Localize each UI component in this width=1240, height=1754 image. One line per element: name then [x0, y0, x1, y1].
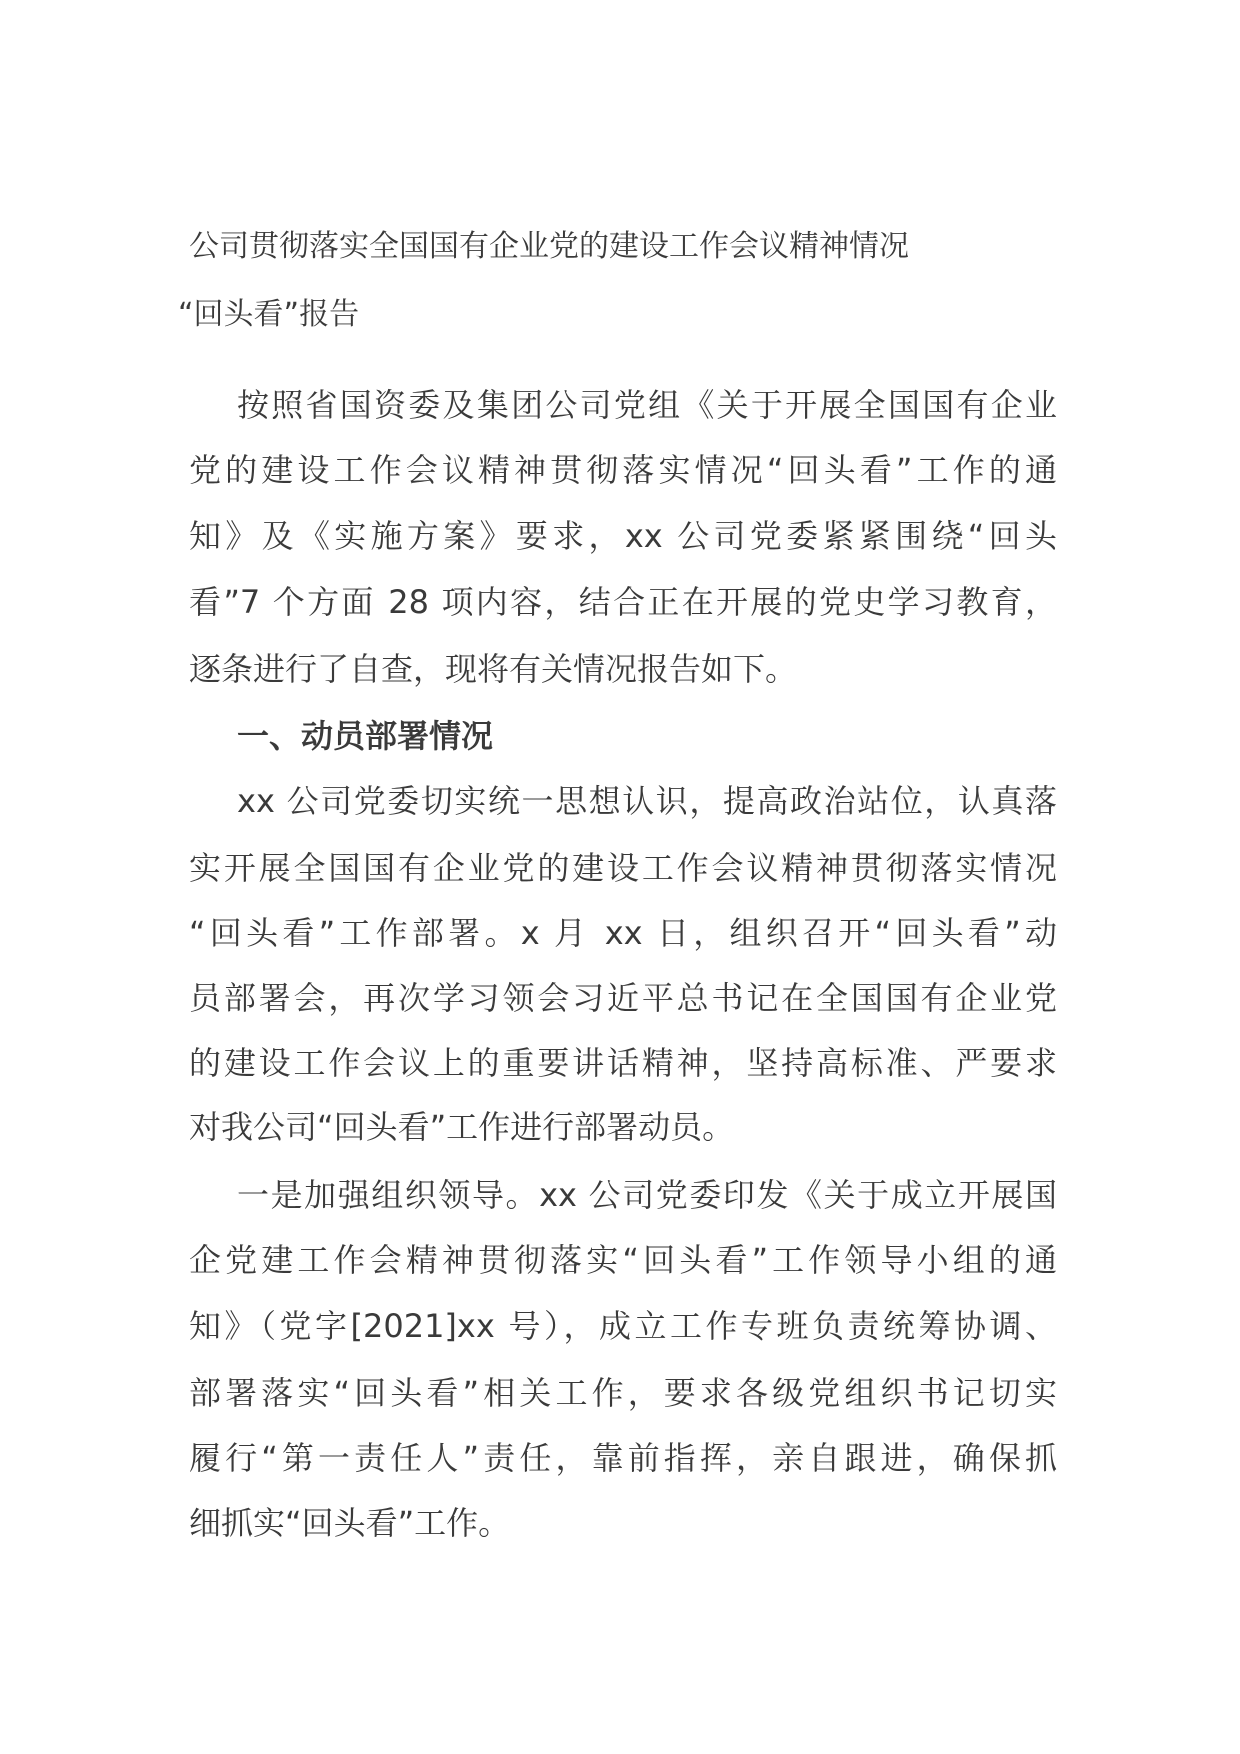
paragraph-line: “回头看”工作部署。x 月 xx 日，组织召开“回头看”动	[189, 914, 1057, 952]
paragraph-line: 员部署会，再次学习领会习近平总书记在全国国有企业党	[189, 979, 1057, 1017]
paragraph-line: 对我公司“回头看”工作进行部署动员。	[189, 1108, 735, 1146]
paragraph-line: xx 公司党委切实统一思想认识，提高政治站位，认真落	[237, 782, 1057, 820]
paragraph-line: 履行“第一责任人”责任，靠前指挥，亲自跟进，确保抓	[189, 1439, 1057, 1477]
paragraph-line: 企党建工作会精神贯彻落实“回头看”工作领导小组的通	[189, 1241, 1057, 1279]
document-title-line-1: 公司贯彻落实全国国有企业党的建设工作会议精神情况	[189, 229, 909, 264]
paragraph-line: 按照省国资委及集团公司党组《关于开展全国国有企业	[237, 386, 1057, 424]
section-heading: 一、动员部署情况	[237, 717, 494, 755]
document-title-line-2: “回头看”报告	[178, 297, 360, 332]
paragraph-line: 实开展全国国有企业党的建设工作会议精神贯彻落实情况	[189, 849, 1057, 887]
paragraph-line: 部署落实“回头看”相关工作，要求各级党组织书记切实	[189, 1374, 1057, 1412]
paragraph-line: 知》及《实施方案》要求，xx 公司党委紧紧围绕“回头	[189, 517, 1057, 555]
paragraph-line: 逐条进行了自查，现将有关情况报告如下。	[189, 650, 798, 688]
paragraph-line: 的建设工作会议上的重要讲话精神，坚持高标准、严要求	[189, 1044, 1057, 1082]
paragraph-line: 知》（党字[2021]xx 号），成立工作专班负责统筹协调、	[189, 1307, 1057, 1345]
paragraph-line: 党的建设工作会议精神贯彻落实情况“回头看”工作的通	[189, 451, 1057, 489]
paragraph-line: 一是加强组织领导。xx 公司党委印发《关于成立开展国	[237, 1176, 1057, 1214]
paragraph-line: 看”7 个方面 28 项内容，结合正在开展的党史学习教育，	[189, 583, 1057, 621]
paragraph-line: 细抓实“回头看”工作。	[189, 1504, 511, 1542]
